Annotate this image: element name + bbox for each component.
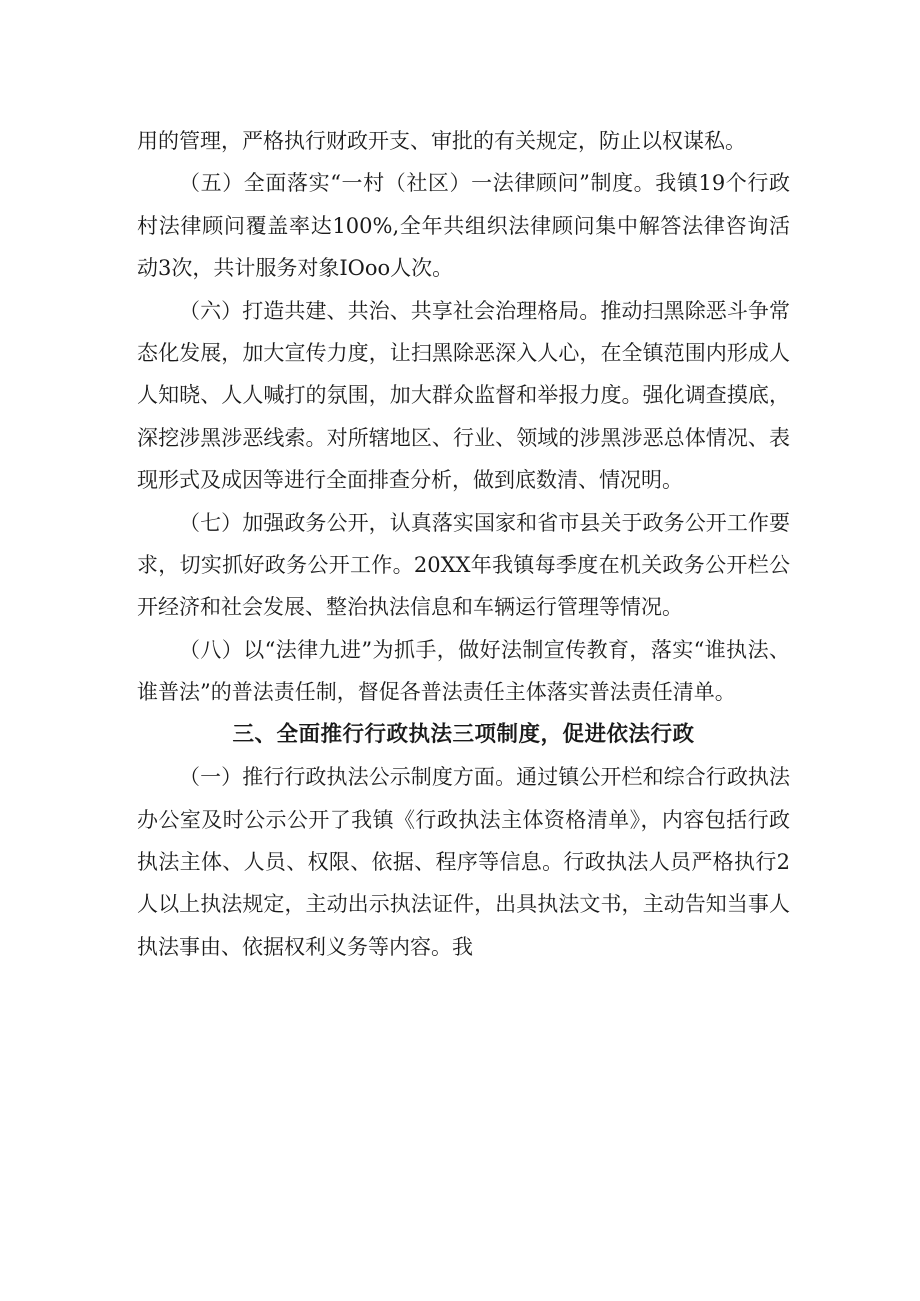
paragraph-item-7: （七）加强政务公开，认真落实国家和省市县关于政务公开工作要求，切实抓好政务公开工作。20XX年我镇每季度在机关政务公开栏公开经济和社会发展、整治执法信息和车辆运行管理等情况。 [137, 510, 790, 620]
paragraph-item-8: （八）以“法律九进”为抓手，做好法制宣传教育，落实“谁执法、谁普法”的普法责任制，督促各普法责任主体落实普法责任清单。 [137, 637, 790, 705]
paragraph-item-1: （一）推行行政执法公示制度方面。通过镇公开栏和综合行政执法办公室及时公示公开了我镇《行政执法主体资格清单》，内容包括行政执法主体、人员、权限、依据、程序等信息。行政执法人员严格执行2人以上执法规定，主动出示执法证件，出具执法文书，主动告知当事人执法事由、依据权利义务等内容。我 [137, 765, 790, 959]
paragraph-item-6: （六）打造共建、共治、共享社会治理格局。推动扫黑除恶斗争常态化发展，加大宣传力度，让扫黑除恶深入人心，在全镇范围内形成人人知晓、人人喊打的氛围，加大群众监督和举报力度。强化调查摸底，深挖涉黑涉恶线索。对所辖地区、行业、领域的涉黑涉恶总体情况、表现形式及成因等进行全面排查分析，做到底数清、情况明。 [137, 298, 790, 493]
paragraph-continuation: 用的管理，严格执行财政开支、审批的有关规定，防止以权谋私。 [137, 129, 746, 153]
document-body [137, 120, 790, 968]
paragraph-item-5: （五）全面落实“一村（社区）一法律顾问”制度。我镇19个行政村法律顾问覆盖率达100%,全年共组织法律顾问集中解答法律咨询活动3次，共计服务对象IOoo人次。 [137, 171, 790, 281]
section-heading: 三、全面推行行政执法三项制度，促进依法行政 [232, 721, 695, 747]
